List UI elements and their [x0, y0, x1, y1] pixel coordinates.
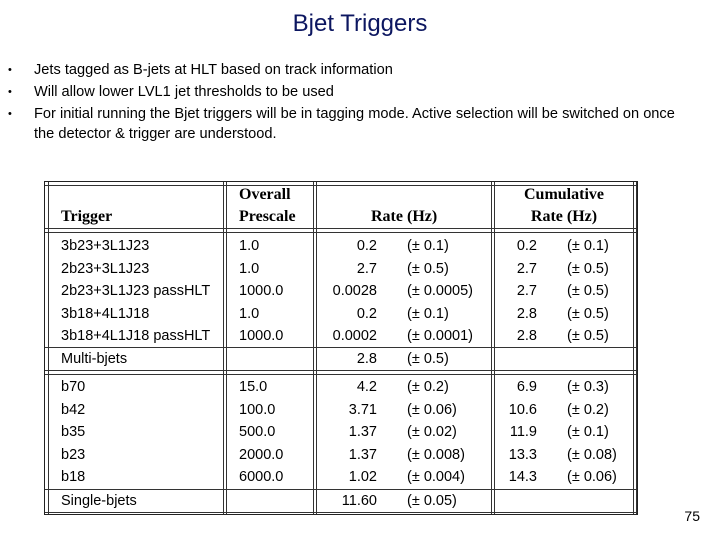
prescale-cell: 500.0 — [239, 424, 276, 440]
trigger-name-cell: b70 — [61, 379, 86, 395]
rate-error-cell: (± 0.06) — [407, 401, 457, 418]
rate-error-cell: (± 0.1) — [407, 305, 449, 322]
rate-cell: 1.37 — [348, 424, 377, 440]
bullet-item: • Will allow lower LVL1 jet thresholds to be used — [8, 81, 698, 102]
cumulative-error-cell: (± 0.1) — [567, 238, 609, 254]
slide-title: Bjet Triggers — [292, 10, 428, 37]
group-total-rate: 2.8 — [356, 351, 377, 367]
cumulative-error-cell: (± 0.2) — [567, 401, 609, 418]
cumulative-error-cell: (± 0.1) — [567, 424, 609, 440]
rate-cell: 3.71 — [348, 401, 377, 418]
cumulative-error-cell: (± 0.5) — [567, 328, 609, 344]
cumulative-rate-cell: 11.9 — [509, 424, 537, 440]
rate-error-cell: (± 0.5) — [407, 260, 449, 277]
cumulative-error-cell: (± 0.5) — [567, 260, 609, 277]
table-divider — [45, 232, 637, 233]
rate-error-cell: (± 0.02) — [407, 424, 457, 440]
cumulative-error-cell: (± 0.08) — [567, 446, 617, 463]
header-trigger: Trigger — [61, 208, 113, 225]
cumulative-rate-cell: 2.7 — [516, 283, 537, 299]
header-rate: Rate (Hz) — [371, 208, 438, 225]
bullet-list — [8, 59, 698, 144]
prescale-cell: 15.0 — [239, 379, 268, 395]
prescale-cell: 2000.0 — [239, 446, 284, 463]
table-divider — [45, 512, 637, 513]
page-number: 75 — [684, 508, 700, 524]
bullet-dot-icon: • — [8, 86, 12, 98]
header-cumulative-line1: Cumulative — [524, 186, 604, 203]
prescale-cell: 1.0 — [239, 238, 260, 254]
rate-cell: 4.2 — [356, 379, 377, 395]
rate-cell: 1.37 — [348, 446, 377, 463]
table-divider — [45, 228, 637, 229]
trigger-name-cell: 2b23+3L1J23 — [61, 260, 150, 277]
trigger-name-cell: 3b23+3L1J23 — [61, 238, 150, 254]
prescale-cell: 1000.0 — [239, 283, 284, 299]
prescale-cell: 6000.0 — [239, 469, 284, 485]
cumulative-rate-cell: 2.7 — [516, 260, 537, 277]
group-total-rate-error: (± 0.05) — [407, 493, 457, 509]
prescale-cell: 1.0 — [239, 305, 260, 322]
rate-cell: 0.2 — [356, 305, 377, 322]
bullet-dot-icon: • — [8, 64, 12, 76]
trigger-name-cell: 2b23+3L1J23 passHLT — [61, 283, 211, 299]
group-total-label: Single-bjets — [61, 493, 137, 509]
table-divider — [45, 347, 637, 348]
prescale-cell: 1000.0 — [239, 328, 284, 344]
bullet-item: • For initial running the Bjet triggers will be in tagging mode. Active selection will be switched on once the detector & trigger are understood. — [8, 103, 698, 144]
header-cumulative-line2: Rate (Hz) — [530, 208, 598, 225]
trigger-name-cell: b18 — [61, 469, 86, 485]
trigger-name-cell: b42 — [61, 401, 86, 418]
trigger-name-cell: b35 — [61, 424, 86, 440]
rate-error-cell: (± 0.1) — [407, 238, 449, 254]
rate-cell: 2.7 — [356, 260, 377, 277]
table-divider — [45, 489, 637, 490]
cumulative-rate-cell: 13.3 — [508, 446, 537, 463]
cumulative-rate-cell: 2.8 — [516, 328, 537, 344]
header-prescale-line1: Overall — [239, 186, 291, 203]
group-total-label: Multi-bjets — [61, 351, 128, 367]
rate-cell: 0.0002 — [332, 328, 377, 344]
trigger-name-cell: b23 — [61, 446, 86, 463]
rate-error-cell: (± 0.0005) — [407, 283, 473, 299]
bullet-item: • Jets tagged as B-jets at HLT based on track information — [8, 59, 698, 80]
cumulative-error-cell: (± 0.06) — [567, 469, 617, 485]
trigger-name-cell: 3b18+4L1J18 — [61, 305, 150, 322]
cumulative-error-cell: (± 0.5) — [567, 283, 609, 299]
group-total-rate: 11.60 — [341, 493, 377, 509]
cumulative-rate-cell: 6.9 — [516, 379, 537, 395]
table-divider — [45, 370, 637, 371]
trigger-rate-table — [44, 181, 638, 515]
rate-error-cell: (± 0.004) — [407, 469, 465, 485]
rate-error-cell: (± 0.0001) — [407, 328, 473, 344]
rate-error-cell: (± 0.008) — [407, 446, 465, 463]
header-prescale-line2: Prescale — [239, 208, 296, 225]
bullet-dot-icon: • — [8, 108, 12, 120]
cumulative-rate-cell: 10.6 — [508, 401, 537, 418]
cumulative-rate-cell: 0.2 — [516, 238, 537, 254]
cumulative-rate-cell: 14.3 — [508, 469, 537, 485]
rate-cell: 0.2 — [356, 238, 377, 254]
table-divider — [45, 374, 637, 375]
prescale-cell: 1.0 — [239, 260, 260, 277]
rate-error-cell: (± 0.2) — [407, 379, 449, 395]
cumulative-rate-cell: 2.8 — [516, 305, 537, 322]
cumulative-error-cell: (± 0.3) — [567, 379, 609, 395]
group-total-rate-error: (± 0.5) — [407, 351, 449, 367]
cumulative-error-cell: (± 0.5) — [567, 305, 609, 322]
rate-cell: 0.0028 — [332, 283, 377, 299]
prescale-cell: 100.0 — [239, 401, 276, 418]
rate-cell: 1.02 — [348, 469, 377, 485]
trigger-name-cell: 3b18+4L1J18 passHLT — [61, 328, 211, 344]
